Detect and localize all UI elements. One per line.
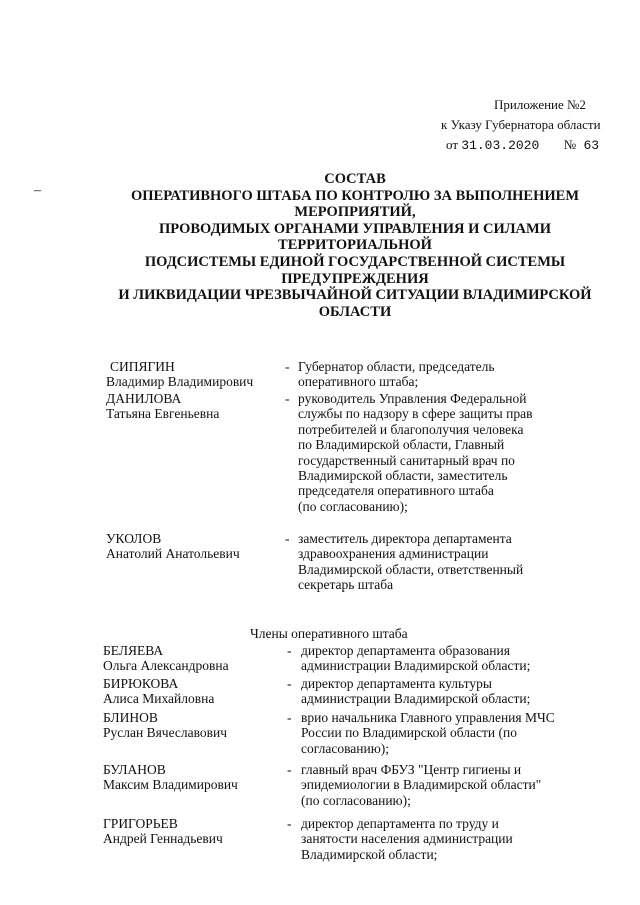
person-surname: ДАНИЛОВА: [106, 391, 182, 406]
separator-dash: -: [287, 676, 292, 691]
person-name: [106, 531, 281, 562]
position-line: директор департамента образования: [301, 643, 510, 658]
position-line: оперативного штаба;: [298, 374, 419, 390]
appendix-label: Приложение №2: [494, 97, 586, 112]
position-line: России по Владимирской области (по: [301, 725, 517, 741]
position-line: согласованию);: [301, 740, 390, 756]
separator-dash: -: [287, 762, 292, 777]
person-given-name: Максим Владимирович: [103, 777, 238, 793]
position-line: директор департамента по труду и: [301, 816, 499, 831]
separator-dash: -: [287, 643, 292, 658]
person-surname: БУЛАНОВ: [103, 762, 166, 777]
title-line: ПОДСИСТЕМЫ ЕДИНОЙ ГОСУДАРСТВЕННОЙ СИСТЕМЫ: [144, 253, 566, 270]
person-position: [298, 531, 618, 593]
person-position: [301, 710, 621, 756]
person-name: [103, 643, 278, 674]
title-line: ПРЕДУПРЕЖДЕНИЯ: [281, 270, 429, 287]
title-line: СОСТАВ: [324, 171, 386, 187]
position-line: по Владимирской области, Главный: [298, 437, 505, 453]
position-line: секретарь штаба: [298, 577, 394, 593]
title-line: И ЛИКВИДАЦИИ ЧРЕЗВЫЧАЙНОЙ СИТУАЦИИ ВЛАДИМИРСКОЙ: [118, 287, 592, 304]
position-line: врио начальника Главного управления МЧС: [301, 710, 555, 725]
person-name: [103, 762, 278, 793]
person-surname: СИПЯГИН: [110, 359, 175, 374]
title-line: ТЕРРИТОРИАЛЬНОЙ: [278, 237, 432, 254]
margin-mark: –: [34, 183, 41, 198]
appendix-decree-ref: к Указу Губернатора области: [441, 117, 601, 132]
person-given-name: Татьяна Евгеньевна: [106, 406, 220, 422]
position-line: здравоохранения администрации: [298, 546, 489, 562]
position-line: администрации Владимирской области;: [301, 658, 531, 674]
decree-date: 31.03.2020: [461, 138, 540, 153]
person-name: [106, 391, 281, 422]
position-line: руководитель Управления Федеральной: [298, 391, 527, 406]
date-prefix: от: [446, 137, 459, 152]
person-surname: БЕЛЯЕВА: [103, 643, 164, 658]
separator-dash: -: [287, 710, 292, 725]
decree-number: 63: [583, 138, 600, 153]
person-name: [103, 710, 278, 741]
title-line: ОБЛАСТИ: [318, 303, 392, 320]
separator-dash: -: [285, 359, 290, 374]
position-line: Владимирской области, ответственный: [298, 561, 524, 577]
position-line: занятости населения администрации: [301, 831, 513, 847]
separator-dash: -: [285, 531, 290, 546]
position-line: Владимирской области;: [301, 846, 438, 862]
person-position: [298, 359, 618, 390]
separator-dash: -: [285, 391, 290, 406]
position-line: заместитель директора департамента: [298, 531, 512, 546]
position-line: потребителей и благополучия человека: [298, 421, 524, 437]
position-line: (по согласованию);: [298, 498, 408, 514]
separator-dash: -: [287, 816, 292, 831]
person-given-name: Андрей Геннадьевич: [103, 831, 223, 847]
position-line: председателя оперативного штаба: [298, 483, 494, 499]
person-given-name: Алиса Михайловна: [103, 691, 215, 707]
person-surname: ГРИГОРЬЕВ: [103, 816, 178, 831]
person-surname: УКОЛОВ: [106, 531, 162, 546]
person-name: [103, 676, 278, 707]
members-heading: Члены оперативного штаба: [250, 626, 408, 641]
person-name: [106, 359, 281, 390]
position-line: директор департамента культуры: [301, 676, 492, 691]
person-position: [301, 762, 621, 808]
person-name: [103, 816, 278, 847]
title-line: ПРОВОДИМЫХ ОРГАНАМИ УПРАВЛЕНИЯ И СИЛАМИ: [159, 220, 551, 237]
person-position: [301, 643, 621, 674]
appendix-date-line: [446, 137, 599, 154]
person-position: [301, 676, 621, 707]
document-title: [95, 171, 615, 320]
person-position: [298, 391, 618, 514]
position-line: эпидемиологии в Владимирской области": [301, 777, 542, 793]
position-line: государственный санитарный врач по: [298, 452, 515, 468]
position-line: службы по надзору в сфере защиты прав: [298, 406, 533, 422]
position-line: (по согласованию);: [301, 792, 411, 808]
position-line: Владимирской области, заместитель: [298, 468, 508, 484]
person-position: [301, 816, 621, 862]
person-given-name: Руслан Вячеславович: [103, 725, 228, 741]
person-given-name: Ольга Александровна: [103, 658, 229, 674]
person-surname: БЛИНОВ: [103, 710, 158, 725]
title-line: ОПЕРАТИВНОГО ШТАБА ПО КОНТРОЛЮ ЗА ВЫПОЛНЕНИЕМ: [130, 187, 580, 204]
person-given-name: Владимир Владимирович: [106, 374, 254, 390]
position-line: Губернатор области, председатель: [298, 359, 495, 374]
number-sign: №: [563, 137, 577, 152]
position-line: главный врач ФБУЗ "Центр гигиены и: [301, 762, 522, 777]
title-line: МЕРОПРИЯТИЙ,: [294, 204, 416, 221]
person-surname: БИРЮКОВА: [103, 676, 179, 691]
person-given-name: Анатолий Анатольевич: [106, 546, 240, 562]
position-line: администрации Владимирской области;: [301, 691, 531, 707]
